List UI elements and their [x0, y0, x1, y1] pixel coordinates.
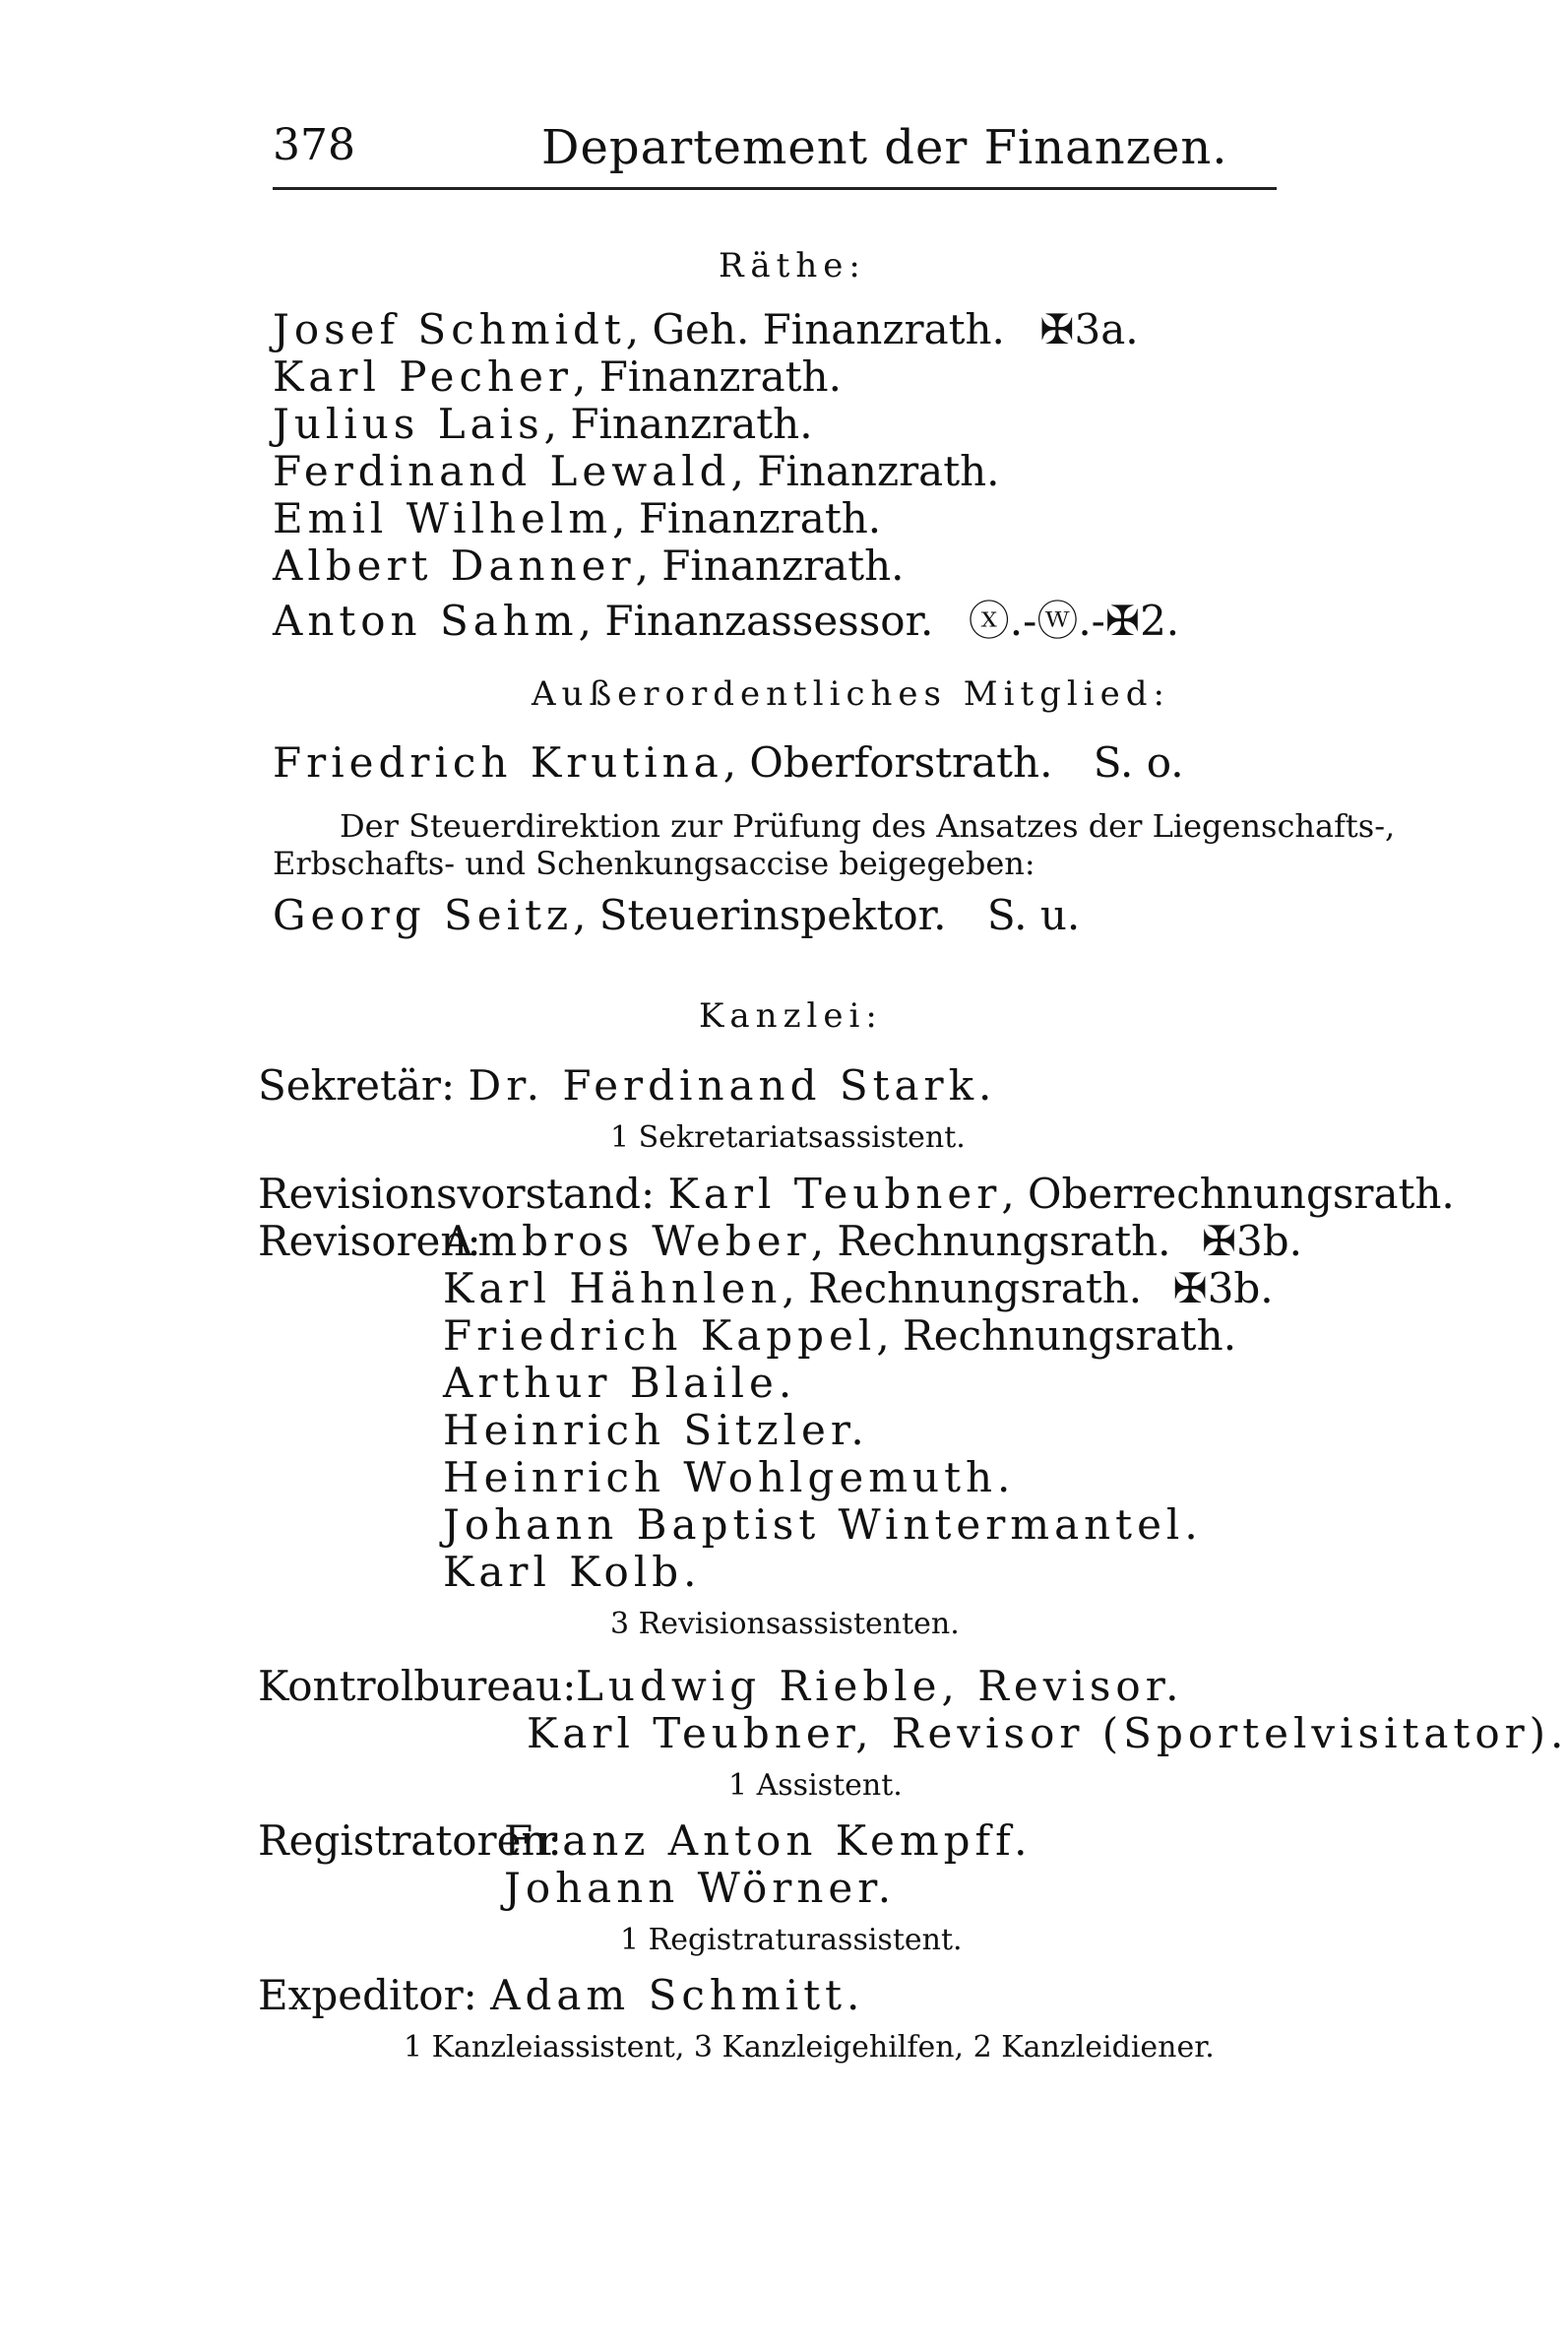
list-item: Emil Wilhelm, Finanzrath. — [273, 494, 882, 542]
final-note: 1 Kanzleiassistent, 3 Kanzleigehilfen, 2 Kanzleidiener. — [404, 2030, 1215, 2065]
list-item: Julius Lais, Finanzrath. — [273, 400, 813, 448]
list-item: Karl Hähnlen, Rechnungsrath. ✠3b. — [443, 1264, 1274, 1312]
order-cross-icon: ✠ — [1039, 305, 1075, 353]
sekretaer-note: 1 Sekretariatsassistent. — [610, 1120, 966, 1155]
order-circle-x-icon: ⓧ.- — [968, 597, 1037, 645]
sekretaer-line: Sekretär: Dr. Ferdinand Stark. — [258, 1061, 997, 1110]
order-circle-w-icon: ⓦ.- — [1036, 597, 1105, 645]
note-line: Der Steuerdirektion zur Prüfung des Ansatzes der Liegenschafts-, — [340, 807, 1396, 845]
list-item: Georg Seitz, Steuerinspektor. S. u. — [273, 891, 1081, 939]
list-item: Karl Kolb. — [443, 1548, 702, 1596]
vorstand-line: Revisionsvorstand: Karl Teubner, Oberrechnungsrath. — [258, 1170, 1455, 1218]
list-item: Ferdinand Lewald, Finanzrath. — [273, 447, 1000, 495]
kontroll-line: Karl Teubner, Revisor (Sportelvisitator). — [527, 1709, 1568, 1757]
note-line: Erbschafts- und Schenkungsaccise beigegeben: — [273, 845, 1035, 882]
header-rule — [273, 187, 1277, 190]
iron-cross-icon: ✠ — [1104, 597, 1141, 645]
list-item: Albert Danner, Finanzrath. — [273, 541, 905, 590]
list-item: Ambros Weber, Rechnungsrath. ✠3b. — [443, 1217, 1303, 1265]
list-item: Friedrich Krutina, Oberforstrath. S. o. — [273, 738, 1184, 787]
list-item: Karl Pecher, Finanzrath. — [273, 352, 842, 401]
page-number: 378 — [273, 120, 355, 170]
running-title: Departement der Finanzen. — [541, 120, 1228, 175]
list-item: Heinrich Sitzler. — [443, 1406, 869, 1454]
expeditor-line: Expeditor: Adam Schmitt. — [258, 1971, 865, 2019]
list-item: Friedrich Kappel, Rechnungsrath. — [443, 1311, 1237, 1360]
revisoren-label: Revisoren: — [258, 1217, 481, 1265]
order-cross-icon: ✠ — [1201, 1217, 1237, 1265]
registratoren-note: 1 Registraturassistent. — [620, 1923, 963, 1957]
kontroll-note: 1 Assistent. — [728, 1768, 903, 1803]
kanzlei-heading: Kanzlei: — [699, 996, 883, 1036]
list-item: Anton Sahm, Finanzassessor. ⓧ.-ⓦ.-✠2. — [273, 597, 1180, 645]
registratoren-line: Franz Anton Kempff. — [504, 1816, 1033, 1865]
list-item: Heinrich Wohlgemuth. — [443, 1453, 1016, 1501]
list-item: Arthur Blaile. — [443, 1359, 797, 1407]
raethe-heading: Räthe: — [719, 246, 866, 286]
ausserordentlich-heading: Außerordentliches Mitglied: — [532, 674, 1170, 714]
order-cross-icon: ✠ — [1172, 1264, 1208, 1312]
list-item: Josef Schmidt, Geh. Finanzrath. ✠3a. — [273, 305, 1139, 353]
revisoren-note: 3 Revisionsassistenten. — [610, 1607, 960, 1641]
list-item: Johann Baptist Wintermantel. — [443, 1500, 1203, 1549]
registratoren-line: Johann Wörner. — [504, 1864, 897, 1912]
kontroll-line: Ludwig Rieble, Revisor. — [576, 1662, 1184, 1710]
kontroll-label: Kontrolbureau: — [258, 1662, 577, 1710]
registratoren-label: Registratoren: — [258, 1816, 562, 1865]
